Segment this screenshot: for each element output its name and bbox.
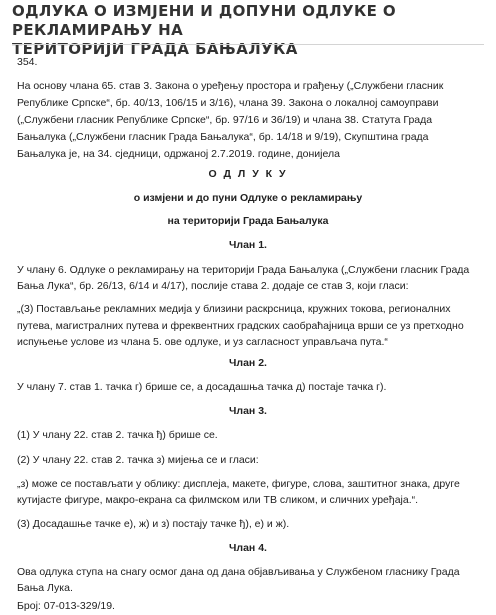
article-4-title: Члан 4. (229, 542, 267, 554)
article-4-paragraph-1-line-1: Ова одлука ступа на снагу осмог дана од дана објављивања у Службеном гласнику Града (17, 566, 460, 578)
preamble-line-4: Бањалука („Службени гласник Града Бањалука“, бр. 14/18 и 9/19), Скупштина града (17, 131, 429, 143)
decision-heading: О Д Л У К У (208, 168, 288, 180)
article-3-title: Члан 3. (229, 405, 267, 417)
article-3-paragraph-2: (2) У члану 22. став 2. тачка з) мијења се и гласи: (17, 454, 259, 466)
document-title (12, 2, 492, 59)
preamble-line-5: Бањалука је, на 34. сједници, одржаној 2.7.2019. године, донијела (17, 148, 340, 160)
preamble-line-2: Републике Српске“, бр. 40/13, 106/15 и 3/16), члана 39. Закона о локалној самоуправи (17, 97, 439, 109)
article-2-paragraph-1: У члану 7. став 1. тачка г) брише се, а досадашња тачка д) постаје тачка г). (17, 381, 387, 393)
preamble-line-1: На основу члана 65. став 3. Закона о уређењу простора и грађењу („Службени гласник (17, 80, 444, 92)
article-3-paragraph-3-line-1: „з) може се постављати у облику: дисплеја, макете, фигуре, слова, заштитног знака, друге (17, 478, 460, 490)
document-title-line-1: ОДЛУКА О ИЗМЈЕНИ И ДОПУНИ ОДЛУКЕ О РЕКЛАМИРАЊУ НА (12, 2, 397, 39)
article-1-paragraph-1-line-2: Бања Лука“, бр. 26/13, 6/14 и 4/17), послије става 2. додаје се став 3, који гласи: (17, 280, 409, 292)
gazette-number: 354. (17, 56, 38, 68)
article-1-paragraph-1-line-1: У члану 6. Одлуке о рекламирању на територији Града Бањалука („Службени гласник Града (17, 264, 470, 276)
article-2-title: Члан 2. (229, 357, 267, 369)
article-1-paragraph-2-line-3: испуњење услове из члана 5. ове одлуке, и уз сагласност управљача пута.“ (17, 336, 388, 348)
article-3-paragraph-3-line-2: кутијасте фигуре, макро-екрана са филмском или ТВ сликом, и сличних уређаја.“. (17, 494, 419, 506)
article-1-paragraph-2-line-2: путева, магистралних путева и фреквентних градских саобраћајница врши се уз претходно (17, 320, 464, 332)
article-4-paragraph-1-line-2: Бања Лука. (17, 582, 73, 594)
document-title-line-2: ТЕРИТОРИЈИ ГРАДА БАЊАЛУКА (12, 40, 298, 58)
reference-number: Број: 07-013-329/19. (17, 600, 115, 612)
title-divider (12, 44, 484, 45)
decision-subheading-line-2: на територији Града Бањалука (167, 215, 329, 227)
preamble-line-3: („Службени гласник Републике Српске“, бр. 97/16 и 36/19) и члана 38. Статута Града (17, 114, 433, 126)
article-1-paragraph-2-line-1: „(3) Постављање рекламних медија у близини раскрсница, кружних токова, регионалних (17, 303, 451, 315)
article-3-paragraph-4: (3) Досадашње тачке е), ж) и з) постају тачке ђ), е) и ж). (17, 518, 290, 530)
decision-subheading-line-1: о измјени и до пуни Одлуке о рекламирању (133, 192, 363, 204)
article-3-paragraph-1: (1) У члану 22. став 2. тачка ђ) брише се. (17, 429, 218, 441)
article-1-title: Члан 1. (229, 239, 267, 251)
